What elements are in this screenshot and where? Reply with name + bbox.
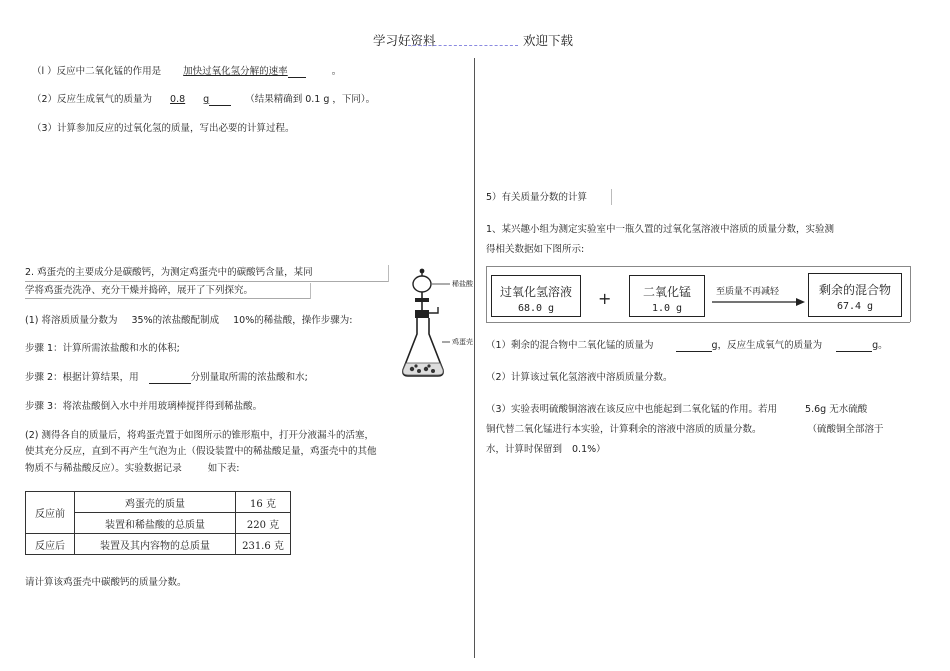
arrow-right-icon [712, 297, 806, 307]
table-row [26, 534, 291, 555]
right-q3-line1: （3）实验表明硫酸铜溶液在该反应中也能起到二氧化锰的作用。若用 5.6g 无水硫酸 [486, 404, 868, 415]
table-cell-item: 装置及其内容物的总质量 [75, 534, 236, 555]
right-q3-line3: 水，计算时保留到 0.1%） [486, 444, 606, 455]
right-q2: （2）计算该过氧化氢溶液中溶质质量分数。 [486, 372, 673, 383]
left-step2: 步骤 2：根据计算结果，用 分别量取所需的浓盐酸和水; [25, 372, 308, 383]
table-cell-item: 鸡蛋壳的质量 [75, 492, 236, 513]
left-q1: （l ）反应中二氧化锰的作用是 加快过氧化氢分解的速率 。 [32, 66, 342, 77]
diagram-frame-top [486, 266, 910, 267]
left-s2-line2: 使其充分反应，直到不再产生气泡为止（假设装置中的稀盐酸足量，鸡蛋壳中的其他 [25, 446, 377, 457]
table-label-before: 反应前 [26, 492, 75, 534]
apparatus-label-shell: 鸡蛋壳 [452, 338, 473, 346]
left-q3: （3）计算参加反应的过氧化氢的质量，写出必要的计算过程。 [32, 123, 295, 134]
diagram-frame-bottom [486, 322, 910, 323]
left-p2-line1: 2. 鸡蛋壳的主要成分是碳酸钙，为测定鸡蛋壳中的碳酸钙含量，某同 [25, 267, 313, 278]
diagram-frame-right [910, 266, 911, 322]
table-cell-value: 16 克 [236, 492, 291, 513]
diagram-frame-left [486, 266, 487, 322]
right-section-title: 5）有关质量分数的计算 [486, 192, 588, 203]
title-box-side [611, 189, 612, 205]
left-step3: 步骤 3：将浓盐酸倒入水中并用玻璃棒搅拌得到稀盐酸。 [25, 401, 263, 412]
right-q1: （1）剩余的混合物中二氧化锰的质量为 g，反应生成氧气的质量为 g。 [486, 340, 888, 351]
data-table [25, 491, 291, 555]
left-step1: 步骤 1：计算所需浓盐酸和水的体积; [25, 343, 180, 354]
plus-sign: + [598, 289, 612, 308]
box-hydrogen-peroxide: 过氧化氢溶液 68.0 g [491, 275, 581, 317]
header-divider [408, 45, 518, 46]
left-p2-line2: 学将鸡蛋壳洗净、充分干燥并捣碎，展开了下列探究。 [25, 285, 254, 296]
box-remaining-mixture: 剩余的混合物 67.4 g [808, 273, 902, 317]
p2-box-side2 [310, 283, 311, 299]
left-q2: （2）反应生成氧气的质量为 0.8 g （结果精确到 0.1 g ，下同）。 [32, 94, 376, 105]
apparatus-label-acid: 稀盐酸 [452, 280, 473, 288]
p2-box-side [388, 265, 389, 282]
right-intro2: 得相关数据如下图所示: [486, 244, 585, 255]
table-cell-item: 装置和稀盐酸的总质量 [75, 513, 236, 534]
box-manganese-dioxide: 二氧化锰 1.0 g [629, 275, 705, 317]
left-s1: (1) 将溶质质量分数为 35%的浓盐酸配制成 10%的稀盐酸，操作步骤为: [25, 315, 353, 326]
p2-box-bottom [25, 298, 310, 299]
p2-box-top [25, 281, 388, 282]
header-left-text: 学习好资料 [373, 33, 436, 48]
header-right-text: 欢迎下载 [523, 33, 574, 48]
table-cell-value: 231.6 克 [236, 534, 291, 555]
left-final: 请计算该鸡蛋壳中碳酸钙的质量分数。 [25, 577, 187, 588]
arrow-label: 至质量不再减轻 [716, 287, 780, 297]
left-s2-line3: 物质不与稀盐酸反应）。实验数据记录 如下表: [25, 463, 240, 474]
left-s2-line1: (2) 测得各自的质量后，将鸡蛋壳置于如图所示的锥形瓶中，打开分液漏斗的活塞， [25, 430, 374, 441]
right-q3-line2: 铜代替二氧化锰进行本实验，计算剩余的溶液中溶质的质量分数。 （硫酸铜全部溶于 [486, 424, 884, 435]
column-divider [474, 58, 475, 658]
table-cell-value: 220 克 [236, 513, 291, 534]
left-q1-answer: 加快过氧化氢分解的速率 [183, 66, 288, 77]
table-row [26, 492, 291, 513]
table-label-after: 反应后 [26, 534, 75, 555]
right-intro1: 1、某兴趣小组为测定实验室中一瓶久置的过氧化氢溶液中溶质的质量分数，实验测 [486, 224, 835, 235]
